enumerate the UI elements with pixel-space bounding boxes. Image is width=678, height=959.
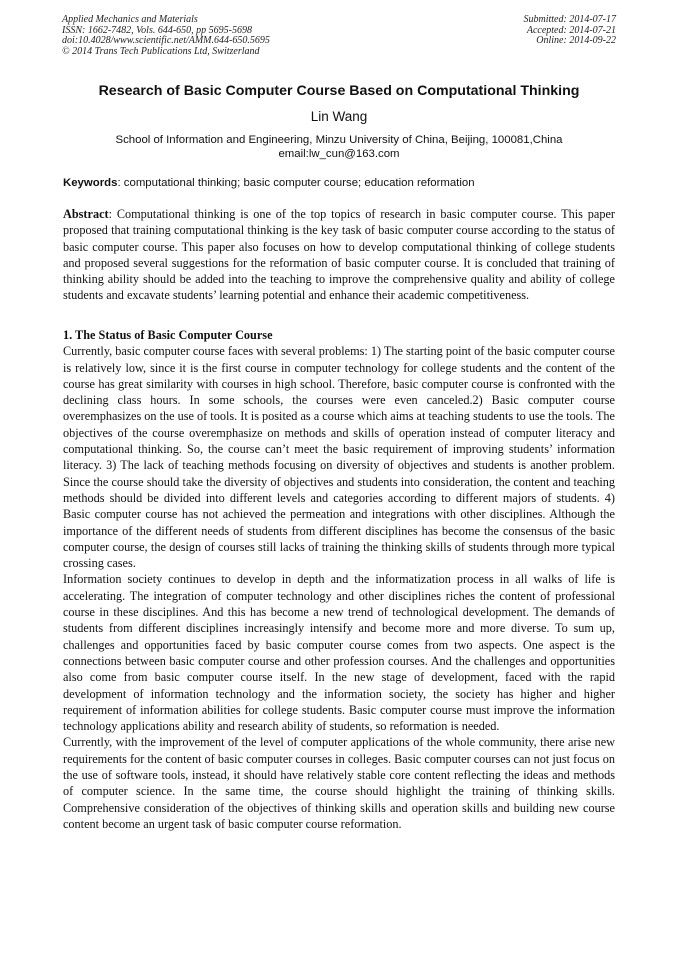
author-email: email:lw_cun@163.com <box>278 148 400 160</box>
keywords <box>63 176 623 190</box>
submission-dates <box>524 15 617 47</box>
keywords-text: : computational thinking; basic computer course; education reformation <box>117 177 475 189</box>
abstract-label: Abstract <box>63 207 109 221</box>
keywords-label: Keywords <box>63 177 118 189</box>
body-paragraph: Currently, basic computer course faces with several problems: 1) The starting point of the basic computer course is relatively low, since it is the first course in computer technology for college students and the content of the course has great similarity with courses in high school. Therefore, basic computer course is confronted with the declining class hours. In some schools, the courses were even canceled.2) Basic computer course overemphasizes on the use of tools. It is posited as a course which aims at teaching students to use the tools. The objectives of the course overemphasize on methods and skills of operation instead of computer literacy and computational thinking. So, the course can’t meet the basic requirement of improving students’ information literacy. 3) The lack of teaching methods focusing on diversity of objectives and students is another problem. Since the course should take the diversity of objectives and students into consideration, the content and teaching methods should be divided into different levels and categories according to different majors of students. 4) Basic computer course has not achieved the permeation and integrations with other disciplines. Although the importance of the different needs of students from different disciplines has become the consensus of the basic computer course, the design of courses still lacks of training the thinking skills of students through more typical crossing cases. <box>63 344 615 571</box>
journal-info <box>62 15 270 57</box>
affiliation-block <box>40 133 638 161</box>
abstract-text: : Computational thinking is one of the top topics of research in basic computer course. This paper proposed that training computational thinking is the key task of basic computer course according to the status of basic computer course. This paper also focuses on how to develop computational thinking of college students and proposed several suggestions for the reformation of basic computer course. It is concluded that training of thinking ability should be added into the teaching to improve the comprehensive quality and ability of college students and excavate students’ learning potential and enhance their academic competitiveness. <box>63 207 615 303</box>
submitted-date: Submitted: 2014-07-17 <box>523 14 616 25</box>
copyright-line: © 2014 Trans Tech Publications Ltd, Switzerland <box>62 45 260 57</box>
section-heading: 1. The Status of Basic Computer Course <box>63 328 273 342</box>
paper-title: Research of Basic Computer Course Based on Computational Thinking <box>98 83 580 99</box>
accepted-date: Accepted: 2014-07-21 <box>526 24 616 36</box>
journal-name: Applied Mechanics and Materials <box>62 14 198 25</box>
body-paragraph: Currently, with the improvement of the level of computer applications of the whole community, there arise new requirements for the content of basic computer courses in colleges. Basic computer courses can not just focus on the use of software tools, instead, it should have relatively stable core content reflecting the ideas and methods of computer science. In the same time, the course should highlight the training of thinking skills. Comprehensive consideration of the objectives of thinking skills and operation skills and building new course content become an urgent task of basic computer course reformation. <box>63 735 615 831</box>
doi-line: doi:10.4028/www.scientific.net/AMM.644-650.5695 <box>62 35 270 46</box>
online-date: Online: 2014-09-22 <box>536 35 616 46</box>
body-paragraph: Information society continues to develop in depth and the informatization process in all walks of life is accelerating. The integration of computer technology and other disciplines riches the content of professional course in these disciplines. And this has become a new trend of technological development. The demands of students from different disciplines increasingly intensify and become more and more diverse. To sum up, challenges and opportunities faced by basic computer course comes from two aspects. One aspect is the connections between basic computer course and other profession courses. And the challenges and opportunities also come from basic computer course itself. In the new stage of development, faced with the rapid development of information technology and the information society, the society has higher and higher requirement of information abilities for college students. Basic computer course must improve the information technology applications ability and research ability of students, so reformation is needed. <box>63 572 615 734</box>
issn-line: ISSN: 1662-7482, Vols. 644-650, pp 5695-5698 <box>62 24 252 36</box>
affiliation: School of Information and Engineering, Minzu University of China, Beijing, 100081,China <box>115 134 563 146</box>
section-status <box>63 327 615 832</box>
abstract <box>63 206 615 304</box>
author-name: Lin Wang <box>310 109 368 124</box>
